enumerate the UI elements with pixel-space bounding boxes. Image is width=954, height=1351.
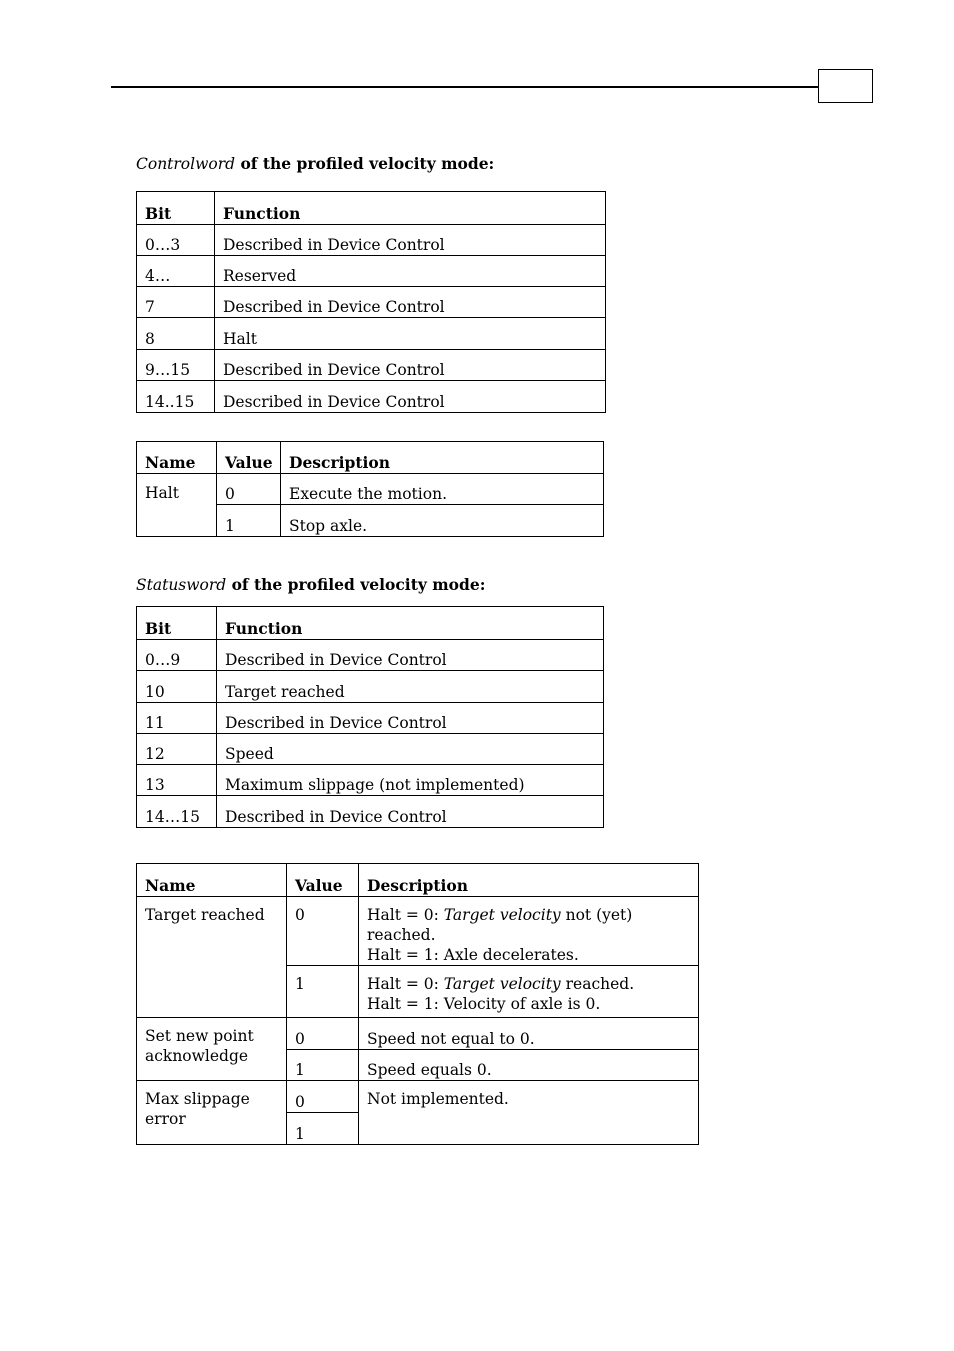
table-row bbox=[137, 287, 606, 318]
controlword-table bbox=[136, 191, 606, 413]
table-row bbox=[137, 225, 606, 256]
cell-function: Described in Device Control bbox=[217, 796, 604, 828]
table-row bbox=[137, 1018, 699, 1050]
controlword-caption bbox=[136, 154, 494, 173]
caption-text: of the profiled velocity mode: bbox=[235, 154, 495, 173]
cell-function: Described in Device Control bbox=[217, 703, 604, 734]
cell-value: 1 bbox=[287, 966, 359, 1018]
cell-value: 0 bbox=[287, 1018, 359, 1050]
description-line: Halt = 0: Target velocity reached. bbox=[367, 975, 635, 993]
header-function: Function bbox=[217, 607, 604, 640]
table-row bbox=[137, 256, 606, 287]
cell-bit: 12 bbox=[137, 734, 217, 765]
cell-bit: 10 bbox=[137, 671, 217, 703]
header-name: Name bbox=[137, 442, 217, 474]
header-rule bbox=[111, 86, 819, 88]
cell-function: Described in Device Control bbox=[215, 381, 606, 413]
halt-table bbox=[136, 441, 604, 537]
cell-function: Halt bbox=[215, 318, 606, 350]
cell-bit: 14..15 bbox=[137, 381, 215, 413]
table-row bbox=[137, 671, 604, 703]
table-row bbox=[137, 381, 606, 413]
cell-value: 1 bbox=[217, 505, 281, 537]
table-row bbox=[137, 640, 604, 671]
header-name: Name bbox=[137, 864, 287, 897]
cell-bit: 8 bbox=[137, 318, 215, 350]
cell-bit: 0…3 bbox=[137, 225, 215, 256]
cell-bit: 11 bbox=[137, 703, 217, 734]
statusword-table bbox=[136, 606, 604, 828]
header-function: Function bbox=[215, 192, 606, 225]
cell-function: Described in Device Control bbox=[215, 350, 606, 381]
caption-term: Controlword bbox=[136, 155, 236, 173]
status-detail-table bbox=[136, 863, 699, 1145]
cell-value: 1 bbox=[287, 1113, 359, 1145]
description-line: Halt = 1: Axle decelerates. bbox=[367, 946, 579, 964]
cell-name: Max slippage error bbox=[137, 1081, 287, 1145]
table-header-row bbox=[137, 607, 604, 640]
table-header-row bbox=[137, 442, 604, 474]
cell-function: Reserved bbox=[215, 256, 606, 287]
cell-name: Set new point acknowledge bbox=[137, 1018, 287, 1081]
description-line: Halt = 1: Velocity of axle is 0. bbox=[367, 995, 601, 1013]
cell-name: Target reached bbox=[137, 897, 287, 1018]
table-row bbox=[137, 897, 699, 966]
table-row bbox=[137, 796, 604, 828]
cell-description: Speed not equal to 0. bbox=[359, 1018, 699, 1050]
table-header-row bbox=[137, 864, 699, 897]
cell-function: Target reached bbox=[217, 671, 604, 703]
cell-bit: 13 bbox=[137, 765, 217, 796]
header-value: Value bbox=[287, 864, 359, 897]
page-number-box bbox=[818, 69, 873, 103]
cell-name: Halt bbox=[137, 474, 217, 537]
table-row bbox=[137, 318, 606, 350]
header-description: Description bbox=[281, 442, 604, 474]
table-row bbox=[137, 1081, 699, 1113]
description-line: Halt = 0: Target velocity not (yet) reached. bbox=[367, 906, 633, 944]
table-row bbox=[137, 474, 604, 505]
cell-bit: 14…15 bbox=[137, 796, 217, 828]
cell-bit: 4… bbox=[137, 256, 215, 287]
caption-term: Statusword bbox=[136, 576, 227, 594]
cell-value: 0 bbox=[287, 897, 359, 966]
cell-description: Stop axle. bbox=[281, 505, 604, 537]
cell-description bbox=[359, 966, 699, 1018]
table-header-row bbox=[137, 192, 606, 225]
cell-bit: 7 bbox=[137, 287, 215, 318]
cell-bit: 9…15 bbox=[137, 350, 215, 381]
header-description: Description bbox=[359, 864, 699, 897]
caption-text: of the profiled velocity mode: bbox=[226, 575, 486, 594]
table-row bbox=[137, 765, 604, 796]
cell-function: Described in Device Control bbox=[215, 225, 606, 256]
table-row bbox=[137, 734, 604, 765]
cell-description: Execute the motion. bbox=[281, 474, 604, 505]
header-bit: Bit bbox=[137, 607, 217, 640]
cell-function: Speed bbox=[217, 734, 604, 765]
cell-description bbox=[359, 897, 699, 966]
cell-function: Described in Device Control bbox=[215, 287, 606, 318]
cell-bit: 0…9 bbox=[137, 640, 217, 671]
cell-function: Described in Device Control bbox=[217, 640, 604, 671]
cell-description: Speed equals 0. bbox=[359, 1050, 699, 1081]
header-value: Value bbox=[217, 442, 281, 474]
cell-value: 1 bbox=[287, 1050, 359, 1081]
cell-value: 0 bbox=[287, 1081, 359, 1113]
cell-value: 0 bbox=[217, 474, 281, 505]
statusword-caption bbox=[136, 575, 485, 594]
table-row bbox=[137, 350, 606, 381]
table-row bbox=[137, 703, 604, 734]
header-bit: Bit bbox=[137, 192, 215, 225]
cell-description: Not implemented. bbox=[359, 1081, 699, 1145]
cell-function: Maximum slippage (not implemented) bbox=[217, 765, 604, 796]
